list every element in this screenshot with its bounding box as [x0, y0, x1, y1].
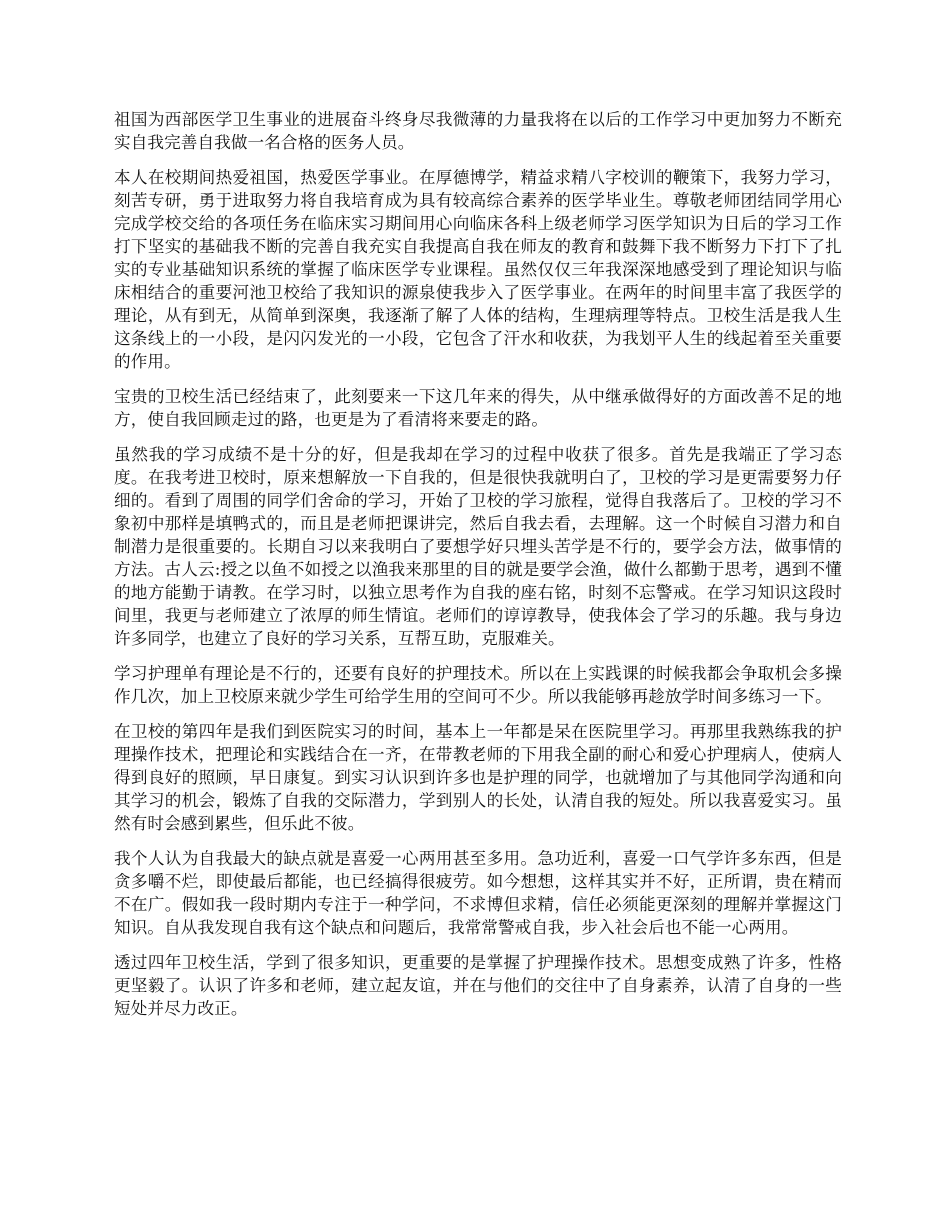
paragraph-2: 本人在校期间热爱祖国，热爱医学事业。在厚德博学，精益求精八字校训的鞭策下，我努力学习，刻苦专研，勇于进取努力将自我培育成为具有较高综合素养的医学毕业生。尊敬老师团结同学用心完成学校交给的各项任务在临床实习期间用心向临床各科上级老师学习医学知识为日后的学习工作打下坚实的基础我不断的完善自我充实自我提高自我在师友的教育和鼓舞下我不断努力下打下了扎实的专业基础知识系统的掌握了临床医学专业课程。虽然仅仅三年我深深地感受到了理论知识与临床相结合的重要河池卫校给了我知识的源泉使我步入了医学事业。在两年的时间里丰富了我医学的理论，从有到无，从简单到深奥，我逐渐了解了人体的结构，生理病理等特点。卫校生活是我人生这条线上的一小段，是闪闪发光的一小段，它包含了汗水和收获，为我划平人生的线起着至关重要的作用。 [114, 168, 842, 371]
paragraph-1: 祖国为西部医学卫生事业的进展奋斗终身尽我微薄的力量我将在以后的工作学习中更加努力不断充实自我完善自我做一名合格的医务人员。 [114, 110, 842, 152]
paragraph-6: 在卫校的第四年是我们到医院实习的时间，基本上一年都是呆在医院里学习。再那里我熟练我的护理操作技术，把理论和实践结合在一齐，在带教老师的下用我全副的耐心和爱心护理病人，使病人得到良好的照顾，早日康复。到实习认识到许多也是护理的同学，也就增加了与其他同学沟通和向其学习的机会，锻炼了自我的交际潜力，学到别人的长处，认清自我的短处。所以我喜爱实习。虽然有时会感到累些，但乐此不彼。 [114, 722, 842, 833]
document-body [114, 108, 842, 1032]
paragraph-7: 我个人认为自我最大的缺点就是喜爱一心两用甚至多用。急功近利，喜爱一口气学许多东西，但是贪多嚼不烂，即使最后都能，也已经搞得很疲劳。如今想想，这样其实并不好，正所谓，贵在精而不在广。假如我一段时期内专注于一种学问，不求博但求精，信任必须能更深刻的理解并掌握这门知识。自从我发现自我有这个缺点和问题后，我常常警戒自我，步入社会后也不能一心两用。 [114, 849, 842, 937]
paragraph-5: 学习护理单有理论是不行的，还要有良好的护理技术。所以在上实践课的时候我都会争取机会多操作几次，加上卫校原来就少学生可给学生用的空间可不少。所以我能够再趁放学时间多练习一下。 [114, 664, 842, 706]
paragraph-8: 透过四年卫校生活，学到了很多知识，更重要的是掌握了护理操作技术。思想变成熟了许多，性格更坚毅了。认识了许多和老师，建立起友谊，并在与他们的交往中了自身素养，认清了自身的一些短处并尽力改正。 [114, 953, 842, 1018]
paragraph-3: 宝贵的卫校生活已经结束了，此刻要来一下这几年来的得失，从中继承做得好的方面改善不足的地方，使自我回顾走过的路，也更是为了看清将来要走的路。 [114, 387, 842, 429]
paragraph-4: 虽然我的学习成绩不是十分的好，但是我却在学习的过程中收获了很多。首先是我端正了学习态度。在我考进卫校时，原来想解放一下自我的，但是很快我就明白了，卫校的学习是更需要努力仔细的。看到了周围的同学们舍命的学习，开始了卫校的学习旅程，觉得自我落后了。卫校的学习不象初中那样是填鸭式的，而且是老师把课讲完，然后自我去看，去理解。这一个时候自习潜力和自制潜力是很重要的。长期自习以来我明白了要想学好只埋头苦学是不行的，要学会方法，做事情的方法。古人云:授之以鱼不如授之以渔我来那里的目的就是要学会渔，做什么都勤于思考，遇到不懂的地方能勤于请教。在学习时，以独立思考作为自我的座右铭，时刻不忘警戒。在学习知识这段时间里，我更与老师建立了浓厚的师生情谊。老师们的谆谆教导，使我体会了学习的乐趣。我与身边许多同学，也建立了良好的学习关系，互帮互助，克服难关。 [114, 445, 842, 648]
